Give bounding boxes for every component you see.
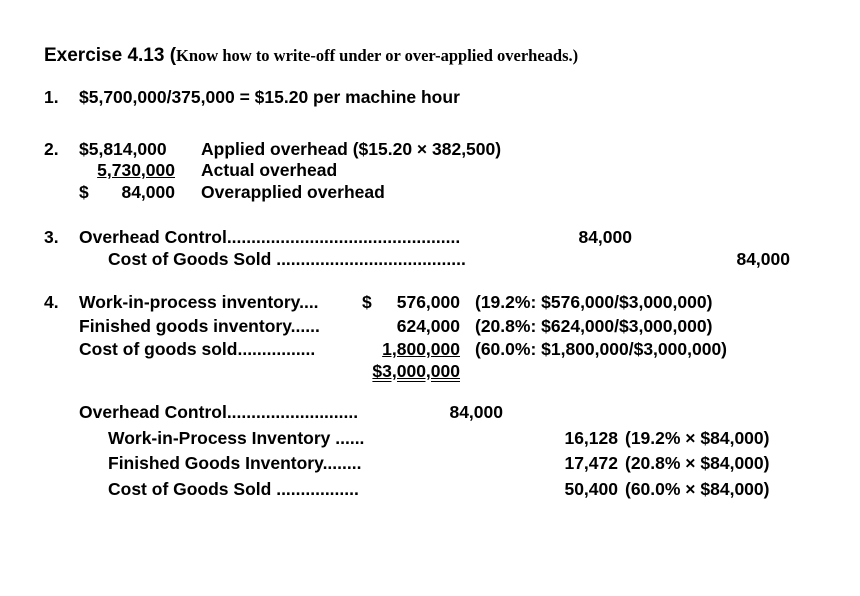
credit-account: Work-in-Process Inventory xyxy=(108,428,331,448)
part-4-number: 4. xyxy=(44,292,59,312)
account-name: Cost of goods sold xyxy=(79,339,238,359)
allocation-amount: 1,800,000 xyxy=(382,339,460,359)
debit-account: Overhead Control xyxy=(79,402,227,422)
applied-overhead-label: Applied overhead ($15.20 × 382,500) xyxy=(201,139,502,159)
allocation-account xyxy=(79,318,320,336)
leader-dots: ........ xyxy=(322,453,362,473)
part-3-number: 3. xyxy=(44,227,59,247)
exercise-title-main: Exercise 4.13 ( xyxy=(44,45,177,66)
journal-row xyxy=(79,404,358,422)
allocation-total: $3,000,000 xyxy=(372,361,460,381)
allocation-note: (19.2%: $576,000/$3,000,000) xyxy=(475,292,713,312)
credit-note: (60.0% × $84,000) xyxy=(625,479,770,499)
overapplied-overhead-label: Overapplied overhead xyxy=(201,182,385,202)
leader-dots: .... xyxy=(299,292,319,312)
part-1-number: 1. xyxy=(44,87,59,107)
journal-row xyxy=(108,455,361,473)
credit-account: Finished Goods Inventory xyxy=(108,453,323,473)
allocation-account xyxy=(79,294,319,312)
actual-overhead-label: Actual overhead xyxy=(201,160,338,180)
credit-account: Cost of Goods Sold xyxy=(108,479,272,499)
part-1-text: $5,700,000/375,000 = $15.20 per machine hour xyxy=(79,87,460,107)
leader-dots: ................. xyxy=(276,479,359,499)
debit-account: Overhead Control xyxy=(79,227,227,247)
applied-overhead-amount: $5,814,000 xyxy=(79,139,167,159)
account-name: Work-in-process inventory xyxy=(79,292,300,312)
account-name: Finished goods inventory xyxy=(79,316,291,336)
leader-dots: ........................... xyxy=(226,402,359,422)
dollar-sign: $ xyxy=(362,292,372,312)
allocation-amount: 624,000 xyxy=(396,316,460,336)
leader-dots: ................ xyxy=(237,339,316,359)
credit-amount: 50,400 xyxy=(564,479,618,499)
leader-dots: ....................................... xyxy=(276,249,466,269)
exercise-title-note: Know how to write-off under or over-applied overheads.) xyxy=(176,46,579,65)
debit-amount: 84,000 xyxy=(449,402,503,422)
leader-dots: ...... xyxy=(290,316,320,336)
journal-row xyxy=(79,229,460,247)
credit-note: (20.8% × $84,000) xyxy=(625,453,770,473)
journal-row xyxy=(108,481,359,499)
leader-dots: ................................................ xyxy=(226,227,461,247)
overapplied-overhead-amount: $ 84,000 xyxy=(79,182,175,202)
journal-row xyxy=(108,430,364,448)
debit-amount: 84,000 xyxy=(578,227,632,247)
journal-row xyxy=(108,251,466,269)
allocation-amount: 576,000 xyxy=(396,292,460,312)
leader-dots: ...... xyxy=(335,428,365,448)
credit-account: Cost of Goods Sold xyxy=(108,249,272,269)
credit-amount: 16,128 xyxy=(564,428,618,448)
part-2-number: 2. xyxy=(44,139,59,159)
allocation-note: (60.0%: $1,800,000/$3,000,000) xyxy=(475,339,727,359)
actual-overhead-amount: 5,730,000 xyxy=(97,160,175,180)
allocation-note: (20.8%: $624,000/$3,000,000) xyxy=(475,316,713,336)
credit-amount: 17,472 xyxy=(564,453,618,473)
allocation-account xyxy=(79,341,315,359)
credit-note: (19.2% × $84,000) xyxy=(625,428,770,448)
credit-amount: 84,000 xyxy=(736,249,790,269)
exercise-title xyxy=(44,46,578,65)
